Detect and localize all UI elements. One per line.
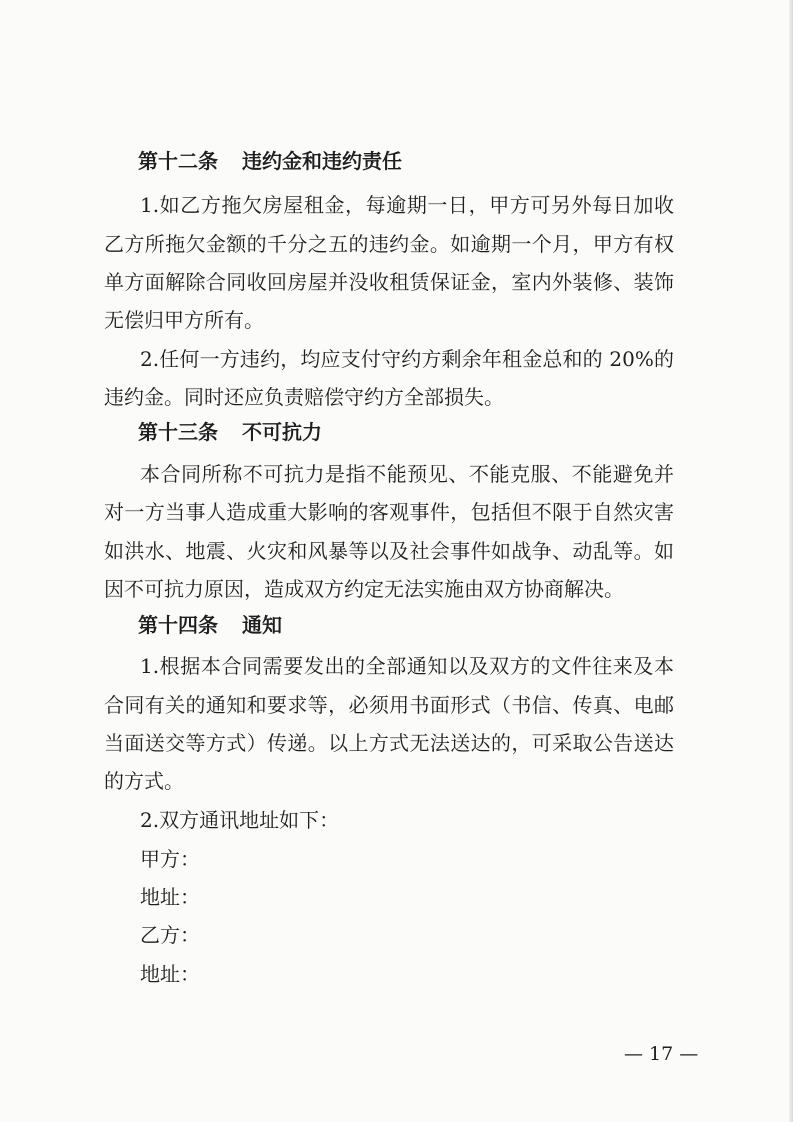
section-12-number: 第十二条	[138, 149, 218, 173]
section-14-line-2: 合同有关的通知和要求等，必须用书面形式（书信、传真、电邮	[104, 693, 674, 717]
page-number: — 17 —	[624, 1043, 699, 1065]
page-edge-shadow	[789, 0, 793, 1122]
section-14-line-5: 2.双方通讯地址如下：	[140, 808, 340, 832]
party-b-address-label: 地址：	[140, 962, 200, 986]
section-12-line-2: 乙方所拖欠金额的千分之五的违约金。如逾期一个月，甲方有权	[104, 232, 674, 256]
section-14-number: 第十四条	[138, 613, 218, 637]
section-14-line-4: 的方式。	[104, 769, 184, 793]
section-14-line-3: 当面送交等方式）传递。以上方式无法送达的，可采取公告送达	[104, 731, 674, 755]
section-13-line-1: 本合同所称不可抗力是指不能预见、不能克服、不能避免并	[140, 462, 674, 486]
section-13-line-3: 如洪水、地震、火灾和风暴等以及社会事件如战争、动乱等。如	[104, 539, 674, 563]
section-13-line-4: 因不可抗力原因，造成双方约定无法实施由双方协商解决。	[104, 577, 624, 601]
party-a-address-label: 地址：	[140, 885, 200, 909]
section-13-title: 不可抗力	[242, 420, 322, 444]
section-13-heading	[138, 418, 322, 446]
section-14-line-1: 1.根据本合同需要发出的全部通知以及双方的文件往来及本	[140, 654, 674, 678]
section-12-line-4: 无偿归甲方所有。	[104, 308, 264, 332]
section-13-line-2: 对一方当事人造成重大影响的客观事件，包括但不限于自然灾害	[104, 500, 674, 524]
section-12-line-1: 1.如乙方拖欠房屋租金，每逾期一日，甲方可另外每日加收	[140, 193, 674, 217]
section-14-heading	[138, 611, 282, 639]
section-12-heading	[138, 147, 402, 175]
section-12-line-3: 单方面解除合同收回房屋并没收租赁保证金，室内外装修、装饰	[104, 270, 674, 294]
section-12-line-5: 2.任何一方违约，均应支付守约方剩余年租金总和的 20%的	[140, 347, 674, 371]
section-13-number: 第十三条	[138, 420, 218, 444]
party-b-label: 乙方：	[140, 923, 200, 947]
section-14-title: 通知	[242, 613, 282, 637]
section-12-line-6: 违约金。同时还应负责赔偿守约方全部损失。	[104, 385, 504, 409]
party-a-label: 甲方：	[140, 847, 200, 871]
section-12-title: 违约金和违约责任	[242, 149, 402, 173]
